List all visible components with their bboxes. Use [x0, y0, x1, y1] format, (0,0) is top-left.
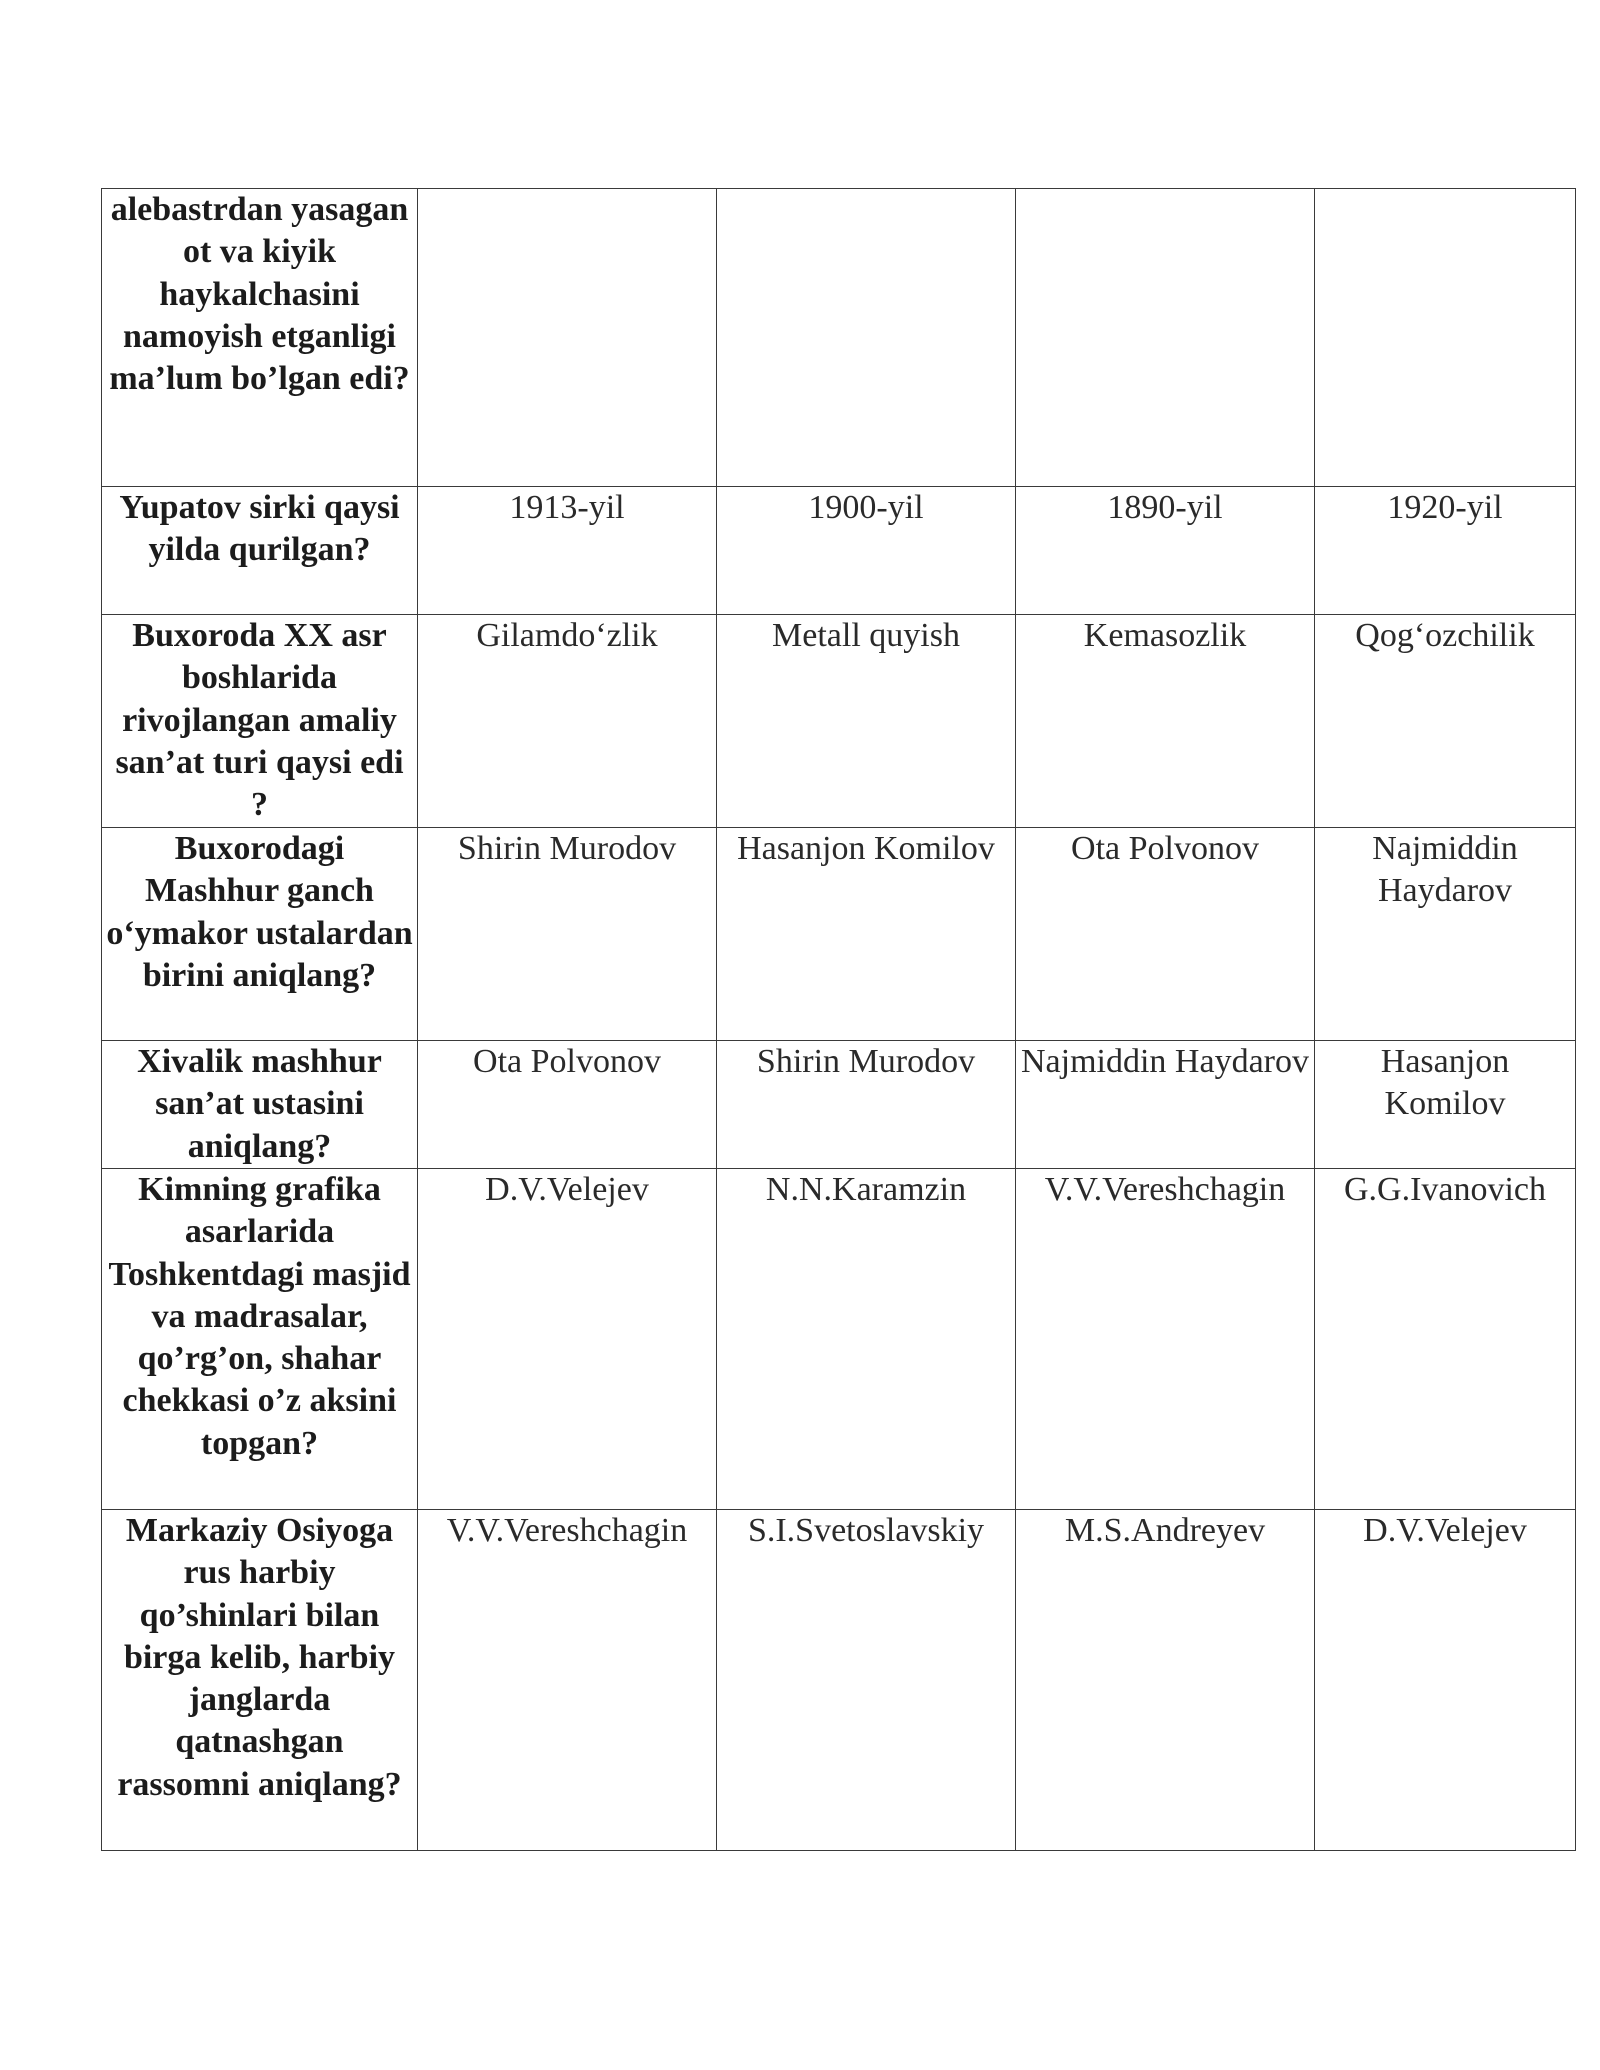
question-cell: Buxorodagi Mashhur ganch o‘ymakor ustalardan birini aniqlang?	[102, 828, 418, 1041]
option-d-cell: 1920-yil	[1315, 487, 1576, 615]
option-a-cell	[418, 189, 717, 487]
question-cell: Yupatov sirki qaysi yilda qurilgan?	[102, 487, 418, 615]
option-c-cell: V.V.Vereshchagin	[1016, 1169, 1315, 1510]
quiz-table	[101, 188, 1576, 1851]
option-c-cell: Kemasozlik	[1016, 615, 1315, 828]
option-b-cell: 1900-yil	[717, 487, 1016, 615]
table-row	[102, 828, 1576, 1041]
option-c-cell: 1890-yil	[1016, 487, 1315, 615]
option-a-cell: Gilamdo‘zlik	[418, 615, 717, 828]
option-c-cell: Najmiddin Haydarov	[1016, 1041, 1315, 1169]
table-row	[102, 1041, 1576, 1169]
option-a-cell: D.V.Velejev	[418, 1169, 717, 1510]
option-d-cell	[1315, 189, 1576, 487]
option-b-cell: N.N.Karamzin	[717, 1169, 1016, 1510]
option-c-cell: Ota Polvonov	[1016, 828, 1315, 1041]
option-c-cell	[1016, 189, 1315, 487]
option-c-cell: M.S.Andreyev	[1016, 1510, 1315, 1851]
question-cell: Markaziy Osiyoga rus harbiy qo’shinlari bilan birga kelib, harbiy janglarda qatnashgan rassomni aniqlang?	[102, 1510, 418, 1851]
question-cell: Xivalik mashhur san’at ustasini aniqlang?	[102, 1041, 418, 1169]
table-row	[102, 487, 1576, 615]
question-cell: Kimning grafika asarlarida Toshkentdagi masjid va madrasalar, qo’rg’on, shahar chekkasi o’z aksini topgan?	[102, 1169, 418, 1510]
table-row	[102, 1510, 1576, 1851]
option-a-cell: V.V.Vereshchagin	[418, 1510, 717, 1851]
option-b-cell: Hasanjon Komilov	[717, 828, 1016, 1041]
option-d-cell: Qog‘ozchilik	[1315, 615, 1576, 828]
option-b-cell: Shirin Murodov	[717, 1041, 1016, 1169]
option-d-cell: D.V.Velejev	[1315, 1510, 1576, 1851]
option-b-cell	[717, 189, 1016, 487]
option-d-cell: G.G.Ivanovich	[1315, 1169, 1576, 1510]
option-b-cell: Metall quyish	[717, 615, 1016, 828]
question-cell: alebastrdan yasagan ot va kiyik haykalchasini namoyish etganligi ma’lum bo’lgan edi?	[102, 189, 418, 487]
option-a-cell: Shirin Murodov	[418, 828, 717, 1041]
option-b-cell: S.I.Svetoslavskiy	[717, 1510, 1016, 1851]
question-cell: Buxoroda XX asr boshlarida rivojlangan amaliy san’at turi qaysi edi ?	[102, 615, 418, 828]
option-d-cell: Najmiddin Haydarov	[1315, 828, 1576, 1041]
option-a-cell: Ota Polvonov	[418, 1041, 717, 1169]
table-row	[102, 1169, 1576, 1510]
table-row	[102, 189, 1576, 487]
table-row	[102, 615, 1576, 828]
option-a-cell: 1913-yil	[418, 487, 717, 615]
option-d-cell: Hasanjon Komilov	[1315, 1041, 1576, 1169]
